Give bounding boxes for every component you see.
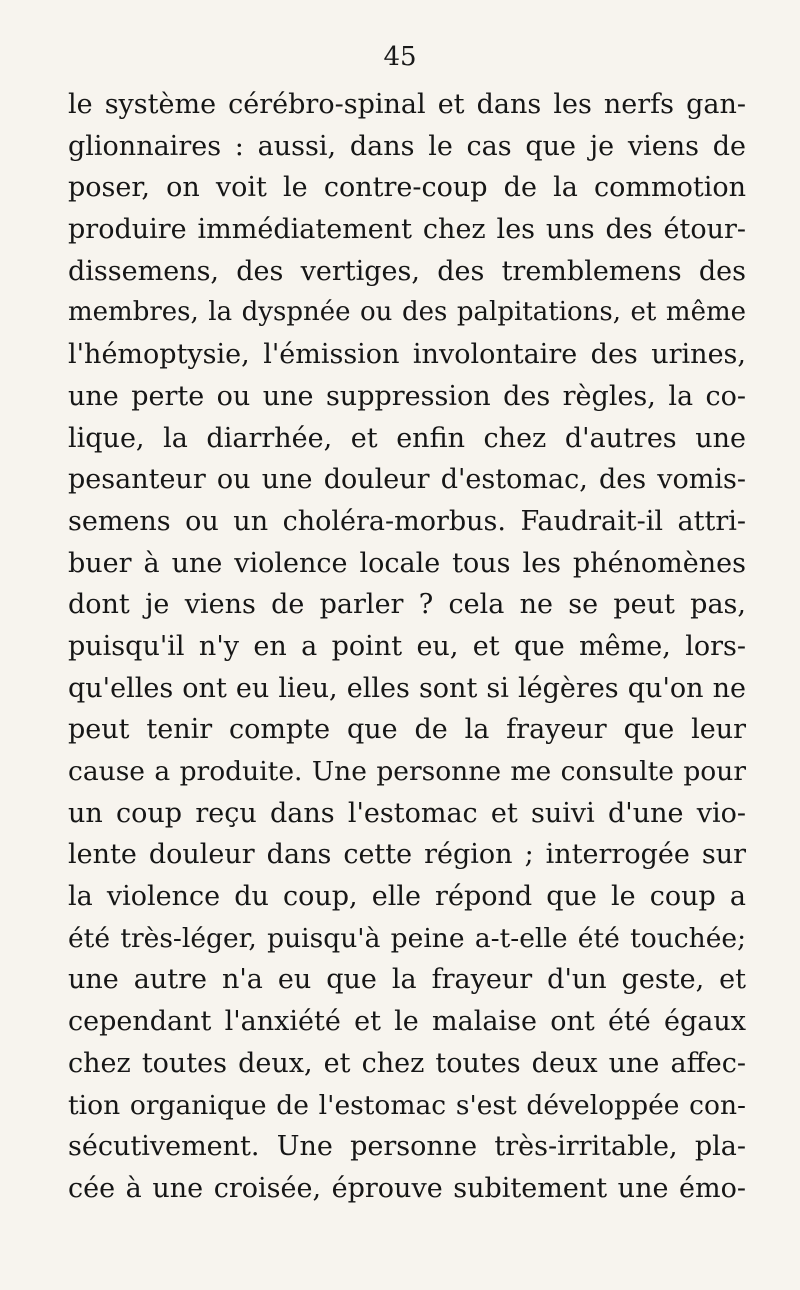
text-line: poser, on voit le contre-coup de la commotion <box>68 172 746 204</box>
text-line: puisqu'il n'y en a point eu, et que même, lors- <box>68 630 746 662</box>
text-line: une perte ou une suppression des règles, la co- <box>68 380 746 412</box>
body-text <box>68 84 746 1210</box>
text-line: dissemens, des vertiges, des tremblemens des <box>68 255 746 287</box>
text-line: l'hémoptysie, l'émission involontaire des urines, <box>68 339 746 371</box>
text-line: cée à une croisée, éprouve subitement une émo- <box>68 1172 746 1204</box>
text-line: qu'elles ont eu lieu, elles sont si légères qu'on ne <box>68 672 746 704</box>
text-line: la violence du coup, elle répond que le coup a <box>68 881 746 913</box>
page-number: 45 <box>383 42 417 72</box>
text-line: tion organique de l'estomac s'est développée con- <box>68 1089 746 1121</box>
text-line: chez toutes deux, et chez toutes deux une affec- <box>68 1047 746 1079</box>
text-line: cause a produite. Une personne me consulte pour <box>68 756 746 787</box>
text-line: lente douleur dans cette région ; interrogée sur <box>68 839 746 871</box>
text-line: lique, la diarrhée, et enfin chez d'autres une <box>68 422 746 454</box>
text-line: semens ou un choléra-morbus. Faudrait-il attri- <box>68 505 746 537</box>
text-line: sécutivement. Une personne très-irritable, pla- <box>68 1131 746 1163</box>
text-line: dont je viens de parler ? cela ne se peut pas, <box>68 589 746 621</box>
text-line: peut tenir compte que de la frayeur que leur <box>68 714 746 746</box>
text-line: cependant l'anxiété et le malaise ont été égaux <box>68 1006 746 1038</box>
text-line: un coup reçu dans l'estomac et suivi d'une vio- <box>68 797 746 829</box>
text-line: produire immédiatement chez les uns des étour- <box>68 214 746 246</box>
text-line: buer à une violence locale tous les phénomènes <box>68 547 746 579</box>
text-line: une autre n'a eu que la frayeur d'un geste, et <box>68 964 746 996</box>
text-line: le système cérébro-spinal et dans les nerfs gan- <box>68 89 746 120</box>
text-line: pesanteur ou une douleur d'estomac, des vomis- <box>68 464 746 496</box>
text-line: glionnaires : aussi, dans le cas que je viens de <box>68 130 746 162</box>
text-line: été très-léger, puisqu'à peine a-t-elle été touchée; <box>68 922 746 954</box>
text-line: membres, la dyspnée ou des palpitations, et même <box>68 297 746 328</box>
